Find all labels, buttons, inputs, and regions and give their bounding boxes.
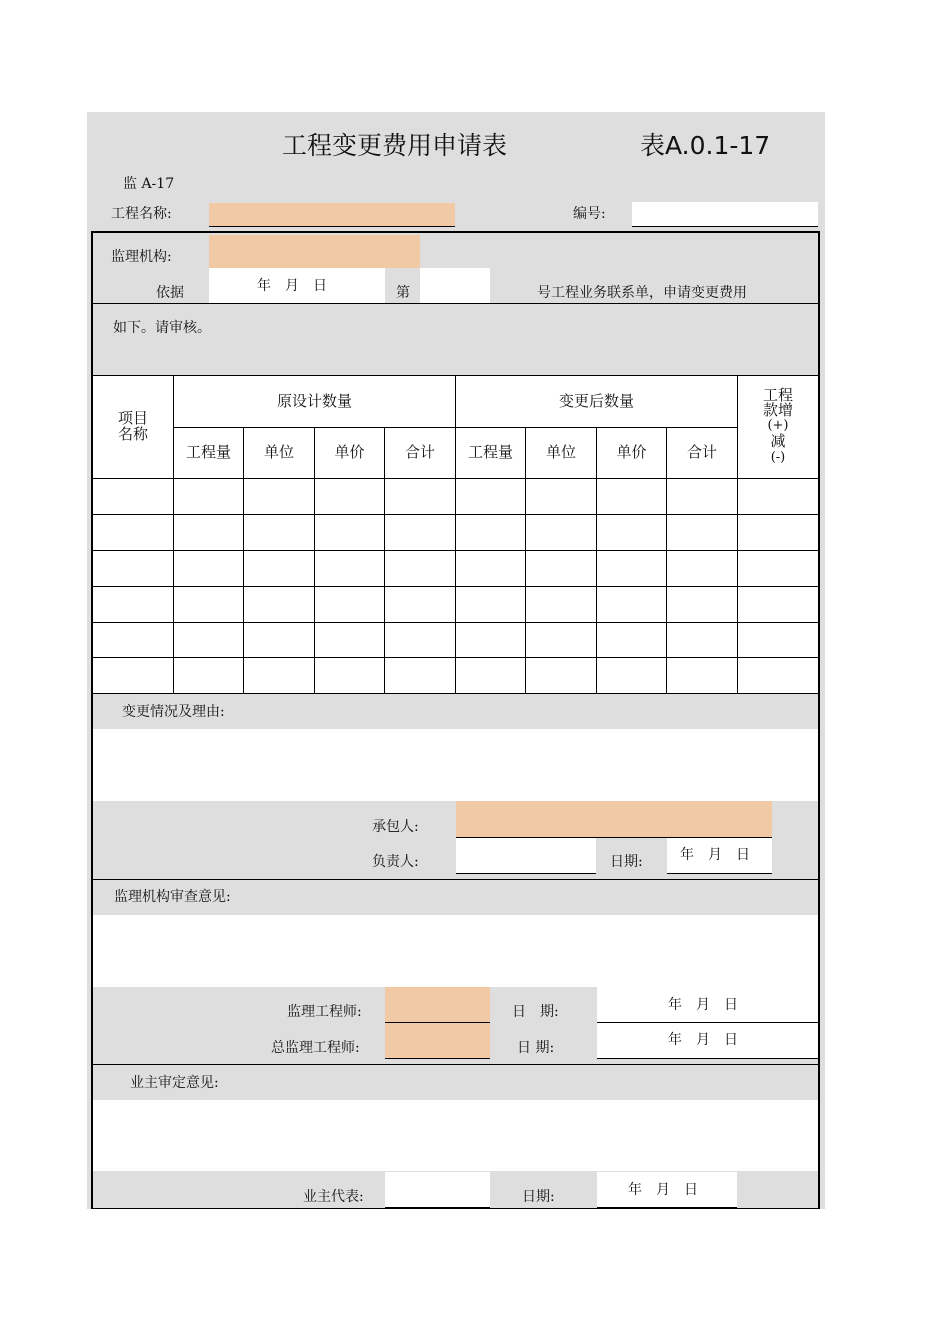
sub-code: 监 A-17 [123,176,175,192]
project-name-label: 工程名称: [111,206,172,222]
diff-header-5: (-) [770,450,786,466]
original-group-header: 原设计数量 [276,391,352,410]
chief-date-label: 日 期: [517,1040,555,1056]
table-row[interactable] [93,515,818,550]
contractor-label: 承包人: [372,819,419,835]
diff-header-3: (+) [767,418,789,434]
project-name-field[interactable] [209,203,455,226]
changed-group-header: 变更后数量 [558,391,634,410]
change-date: 年 月 日 [680,847,750,863]
col-header: 合计 [404,443,435,462]
number-field[interactable] [632,202,818,226]
table-row[interactable] [93,551,818,586]
no-label: 第 [396,285,410,301]
diff-header-4: 减 [770,432,786,451]
col-header: 单位 [545,443,576,462]
col-header: 单价 [334,443,365,462]
owner-rep-field[interactable] [385,1172,490,1207]
chief-date: 年 月 日 [668,1032,738,1048]
col-header: 单价 [616,443,647,462]
owner-date: 年 月 日 [628,1182,698,1198]
change-reason-field[interactable] [93,729,818,801]
table-row[interactable] [93,479,818,514]
contact-number-field[interactable] [420,268,490,303]
col-header: 合计 [686,443,717,462]
owner-rep-label: 业主代表: [303,1189,364,1205]
chief-engineer-label: 总监理工程师: [271,1040,360,1056]
change-reason-label: 变更情况及理由: [122,704,225,720]
supervisor-opinion-label: 监理机构审查意见: [114,889,231,905]
owner-opinion-label: 业主审定意见: [130,1075,219,1091]
form-code: 表A.0.1-17 [640,131,771,160]
responsible-field[interactable] [456,838,596,873]
change-date-label: 日期: [610,854,643,870]
diff-header-2: 款增 [762,401,793,420]
responsible-label: 负责人: [372,854,419,870]
supervisor-field[interactable] [209,235,420,268]
form-title: 工程变更费用申请表 [282,131,508,160]
table-row[interactable] [93,658,818,693]
col-header: 单位 [263,443,294,462]
contractor-field[interactable] [456,801,772,837]
owner-opinion-field[interactable] [93,1100,818,1171]
basis-date: 年 月 日 [257,278,327,294]
engineer-date: 年 月 日 [668,997,738,1013]
engineer-date-label: 日 期: [512,1004,559,1020]
col-header: 工程量 [467,443,513,462]
diff-header-1: 工程 [762,386,793,405]
supervisor-label: 监理机构: [111,249,172,265]
supervisor-opinion-field[interactable] [93,915,818,987]
basis-line-cont: 如下。请审核。 [113,320,211,336]
col-header: 工程量 [185,443,231,462]
owner-date-label: 日期: [522,1189,555,1205]
item-name-header: 项目名称 [118,409,149,443]
chief-engineer-field[interactable] [385,1023,490,1058]
engineer-label: 监理工程师: [287,1004,362,1020]
engineer-field[interactable] [385,987,490,1022]
basis-label: 依据 [156,285,184,301]
basis-line-tail: 号工程业务联系单，申请变更费用 [537,285,747,301]
table-row[interactable] [93,623,818,657]
number-label: 编号: [573,206,606,222]
table-row[interactable] [93,587,818,622]
